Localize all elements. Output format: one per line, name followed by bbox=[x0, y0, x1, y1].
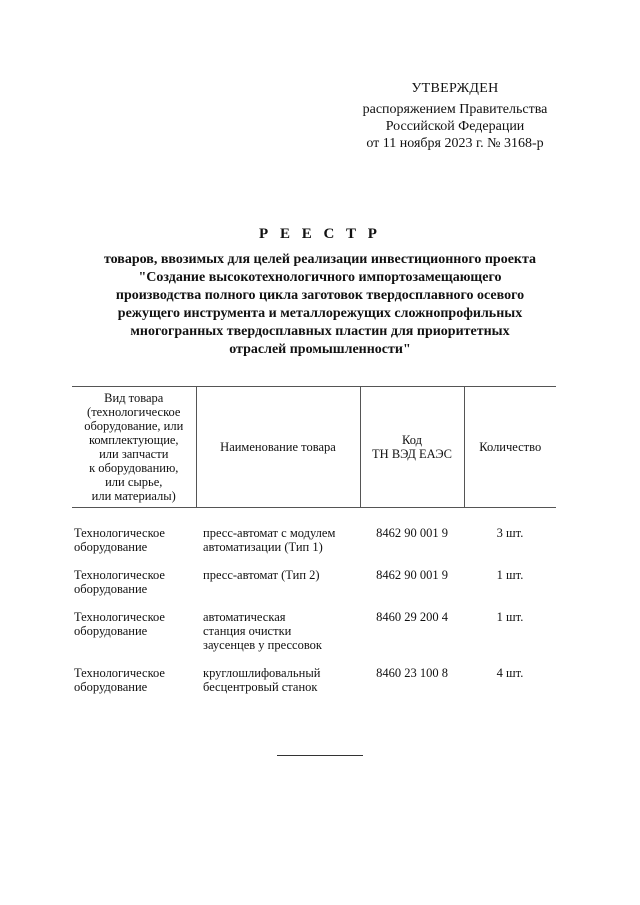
cell-line: оборудование bbox=[74, 624, 148, 638]
header-line: Вид товара bbox=[104, 391, 164, 405]
header-code bbox=[360, 387, 464, 508]
cell-line: автоматизации (Тип 1) bbox=[203, 540, 323, 554]
table-row bbox=[72, 610, 556, 666]
cell-line: пресс-автомат с модулем bbox=[203, 526, 336, 540]
table-row bbox=[72, 568, 556, 610]
approval-stamp bbox=[340, 80, 570, 152]
header-line: оборудование, или bbox=[84, 419, 184, 433]
header-quantity: Количество bbox=[464, 387, 556, 508]
cell-goods-type bbox=[72, 508, 196, 569]
cell-goods-type bbox=[72, 610, 196, 666]
table-row bbox=[72, 666, 556, 708]
registry-subtitle bbox=[72, 251, 568, 359]
cell-line: оборудование bbox=[74, 582, 148, 596]
cell-goods-name bbox=[196, 610, 360, 666]
cell-line: Технологическое bbox=[74, 666, 165, 680]
cell-goods-name bbox=[196, 568, 360, 610]
subtitle-line: многогранных твердосплавных пластин для приоритетных bbox=[130, 324, 510, 339]
cell-line: Технологическое bbox=[74, 610, 165, 624]
cell-quantity: 1 шт. bbox=[496, 568, 524, 582]
header-line: (технологическое bbox=[87, 405, 181, 419]
header-line: или материалы) bbox=[91, 489, 176, 503]
cell-line: автоматическая bbox=[203, 610, 286, 624]
cell-line: оборудование bbox=[74, 540, 148, 554]
subtitle-line: производства полного цикла заготовок твердосплавного осевого bbox=[115, 288, 525, 303]
cell-goods-name bbox=[196, 508, 360, 569]
cell-quantity: 1 шт. bbox=[496, 610, 524, 624]
approval-line: от 11 ноября 2023 г. № 3168-р bbox=[366, 136, 544, 151]
cell-line: станция очистки bbox=[203, 624, 292, 638]
header-line: или запчасти bbox=[99, 447, 169, 461]
cell-goods-name bbox=[196, 666, 360, 708]
cell-line: круглошлифовальный bbox=[203, 666, 321, 680]
table-row bbox=[72, 508, 556, 569]
cell-code: 8460 29 200 4 bbox=[376, 610, 448, 624]
cell-line: Технологическое bbox=[74, 568, 165, 582]
cell-line: заусенцев у прессовок bbox=[203, 638, 322, 652]
end-divider bbox=[277, 755, 363, 756]
subtitle-line: отраслей промышленности" bbox=[229, 342, 411, 357]
header-line: к оборудованию, bbox=[89, 461, 179, 475]
cell-code: 8462 90 001 9 bbox=[376, 568, 448, 582]
approval-line: распоряжением Правительства bbox=[362, 102, 548, 117]
approval-line: Российской Федерации bbox=[385, 119, 525, 134]
subtitle-line: режущего инструмента и металлорежущих сложнопрофильных bbox=[117, 306, 523, 321]
cell-code: 8462 90 001 9 bbox=[376, 526, 448, 540]
cell-line: бесцентровый станок bbox=[203, 680, 318, 694]
registry-table bbox=[72, 386, 556, 708]
header-goods-name: Наименование товара bbox=[196, 387, 360, 508]
cell-line: Технологическое bbox=[74, 526, 165, 540]
cell-line: оборудование bbox=[74, 680, 148, 694]
header-line: или сырье, bbox=[105, 475, 163, 489]
cell-goods-type bbox=[72, 666, 196, 708]
header-line: Код bbox=[402, 433, 422, 447]
cell-quantity: 4 шт. bbox=[496, 666, 524, 680]
approval-heading: УТВЕРЖДЕН bbox=[411, 81, 499, 96]
table-header-row bbox=[72, 387, 556, 508]
header-line: ТН ВЭД ЕАЭС bbox=[372, 447, 452, 461]
registry-title: Р Е Е С Т Р bbox=[259, 226, 381, 242]
header-line: комплектующие, bbox=[88, 433, 179, 447]
header-goods-type bbox=[72, 387, 196, 508]
subtitle-line: товаров, ввозимых для целей реализации инвестиционного проекта bbox=[103, 252, 537, 267]
cell-quantity: 3 шт. bbox=[496, 526, 524, 540]
cell-code: 8460 23 100 8 bbox=[376, 666, 448, 680]
cell-line: пресс-автомат (Тип 2) bbox=[203, 568, 320, 582]
cell-goods-type bbox=[72, 568, 196, 610]
subtitle-line: "Создание высокотехнологичного импортозамещающего bbox=[138, 270, 502, 285]
